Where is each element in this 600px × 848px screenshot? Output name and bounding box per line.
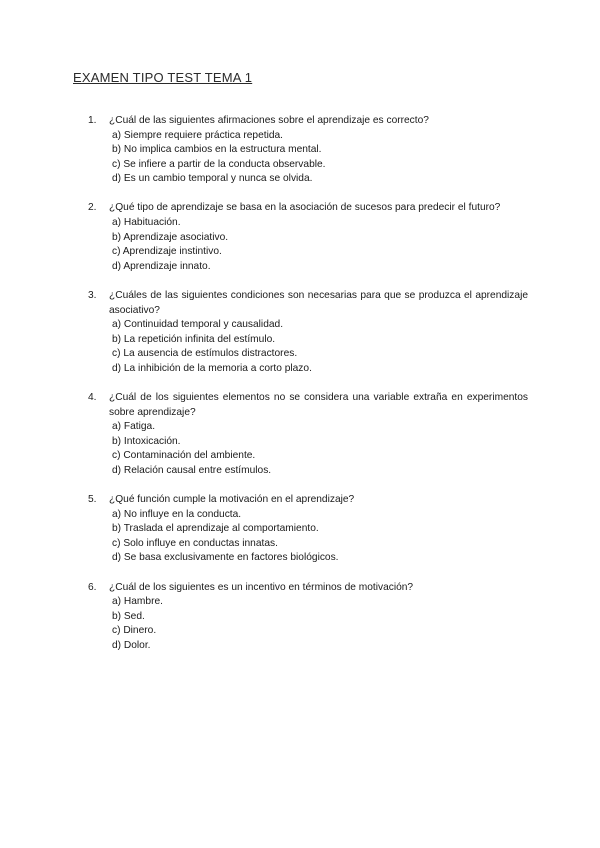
answer-option: c) Se infiere a partir de la conducta observable. bbox=[112, 158, 326, 170]
answer-option: c) Contaminación del ambiente. bbox=[112, 450, 256, 462]
answer-option: c) Dinero. bbox=[112, 625, 157, 637]
answer-option: a) Continuidad temporal y causalidad. bbox=[112, 319, 284, 331]
answer-options bbox=[109, 420, 528, 478]
question-2 bbox=[88, 201, 528, 274]
answer-option: b) Intoxicación. bbox=[112, 435, 181, 447]
question-text: ¿Qué función cumple la motivación en el aprendizaje? bbox=[109, 494, 355, 506]
question-5 bbox=[88, 493, 528, 566]
question-1 bbox=[88, 114, 528, 187]
answer-option: b) Traslada el aprendizaje al comportamiento. bbox=[112, 523, 319, 535]
question-6 bbox=[88, 581, 528, 654]
answer-options bbox=[109, 508, 528, 566]
answer-option: a) Siempre requiere práctica repetida. bbox=[112, 129, 284, 141]
question-text: ¿Qué tipo de aprendizaje se basa en la asociación de sucesos para predecir el futuro? bbox=[109, 202, 501, 214]
answer-option: d) Se basa exclusivamente en factores biológicos. bbox=[112, 552, 339, 564]
question-text: ¿Cuál de los siguientes es un incentivo en términos de motivación? bbox=[109, 581, 414, 593]
question-number: 6. bbox=[88, 581, 97, 593]
answer-option: a) Habituación. bbox=[112, 217, 181, 229]
answer-option: b) Aprendizaje asociativo. bbox=[112, 231, 229, 243]
page-title: EXAMEN TIPO TEST TEMA 1 bbox=[73, 70, 253, 85]
answer-option: a) No influye en la conducta. bbox=[112, 508, 242, 520]
question-number: 5. bbox=[88, 494, 97, 506]
answer-option: d) Relación causal entre estímulos. bbox=[112, 464, 272, 476]
question-list bbox=[88, 114, 528, 668]
answer-option: b) Sed. bbox=[112, 610, 145, 622]
question-number: 1. bbox=[88, 115, 97, 126]
answer-options bbox=[109, 216, 528, 274]
answer-option: d) Aprendizaje innato. bbox=[112, 260, 211, 272]
answer-option: a) Hambre. bbox=[112, 596, 163, 608]
answer-options bbox=[109, 129, 528, 187]
question-number: 4. bbox=[88, 392, 97, 403]
question-number: 2. bbox=[88, 202, 97, 214]
answer-option: d) Dolor. bbox=[112, 639, 151, 651]
question-text: ¿Cuál de las siguientes afirmaciones sobre el aprendizaje es correcto? bbox=[109, 115, 429, 126]
answer-option: a) Fatiga. bbox=[112, 421, 156, 433]
question-text: ¿Cuál de los siguientes elementos no se considera una variable extraña en experimentos sobre aprendizaje? bbox=[109, 392, 528, 418]
answer-options bbox=[109, 318, 528, 376]
answer-option: c) Solo influye en conductas innatas. bbox=[112, 537, 278, 549]
question-text: ¿Cuáles de las siguientes condiciones son necesarias para que se produzca el aprendizaje asociativo? bbox=[109, 289, 528, 316]
answer-option: b) La repetición infinita del estímulo. bbox=[112, 333, 276, 345]
question-3 bbox=[88, 289, 528, 377]
answer-option: c) Aprendizaje instintivo. bbox=[112, 246, 222, 258]
answer-option: c) La ausencia de estímulos distractores. bbox=[112, 348, 298, 360]
answer-option: b) No implica cambios en la estructura mental. bbox=[112, 144, 322, 156]
question-4 bbox=[88, 391, 528, 479]
question-number: 3. bbox=[88, 289, 97, 301]
answer-options bbox=[109, 595, 528, 653]
answer-option: d) La inhibición de la memoria a corto plazo. bbox=[112, 362, 312, 374]
answer-option: d) Es un cambio temporal y nunca se olvida. bbox=[112, 173, 313, 185]
